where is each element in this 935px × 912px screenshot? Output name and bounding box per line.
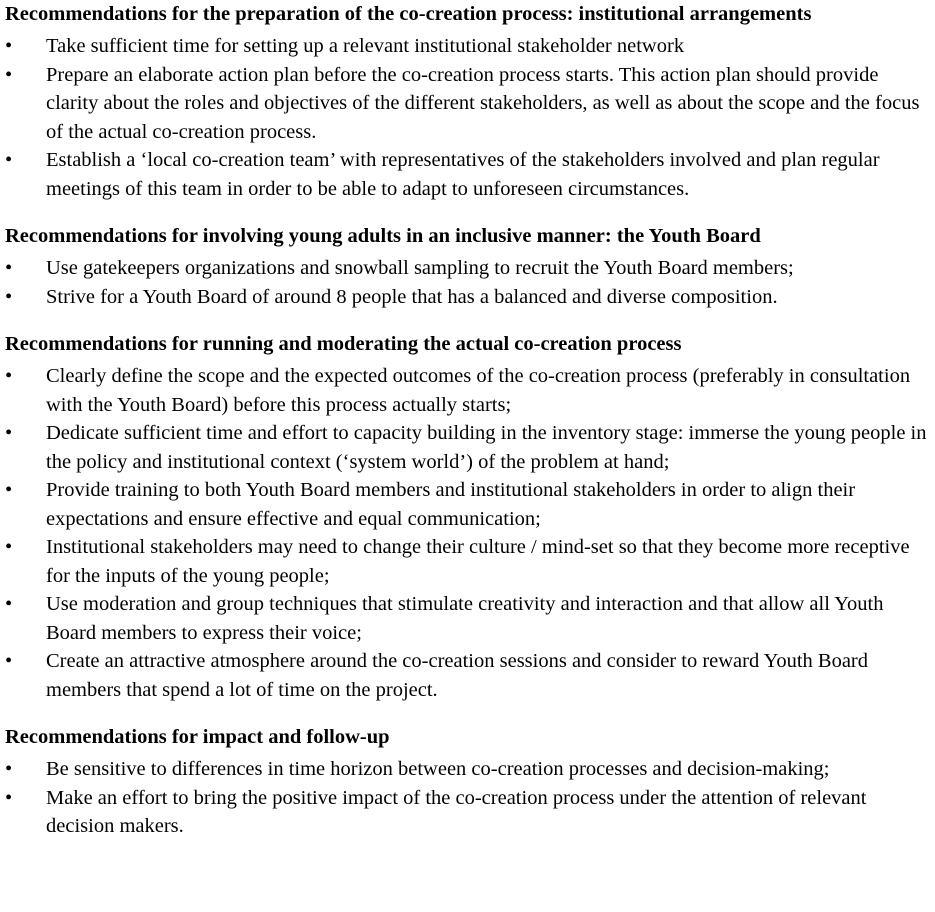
bullet-icon: •: [5, 149, 13, 171]
bullet-icon: •: [5, 365, 13, 387]
list-item: [5, 784, 935, 841]
bullet-icon: •: [5, 422, 13, 444]
section-spacer: [5, 203, 935, 222]
list-item-text: Create an attractive atmosphere around the co-creation sessions and consider to reward Youth Board members that spend a lot of time on the project.: [46, 650, 869, 701]
bullet-icon: •: [5, 35, 13, 57]
list-item: [5, 362, 935, 419]
section-heading: Recommendations for involving young adults in an inclusive manner: the Youth Board: [5, 225, 761, 247]
bullet-list: [5, 32, 935, 203]
bullet-icon: •: [5, 479, 13, 501]
list-item: [5, 61, 935, 147]
bullet-list: [5, 254, 935, 311]
bullet-icon: •: [5, 786, 13, 809]
list-item-text: Make an effort to bring the positive impact of the co-creation process under the attention of relevant decision makers.: [46, 786, 867, 837]
list-item: [5, 146, 935, 203]
list-item-text: Take sufficient time for setting up a relevant institutional stakeholder network: [46, 35, 685, 57]
list-item: [5, 647, 935, 704]
bullet-icon: •: [5, 650, 13, 672]
bullet-icon: •: [5, 257, 13, 279]
bullet-icon: •: [5, 285, 13, 308]
bullet-list: [5, 755, 935, 841]
list-item-text: Establish a ‘local co-creation team’ with representatives of the stakeholders involved and plan regular meetings of this team in order to be able to adapt to unforeseen circumstances.: [46, 149, 880, 200]
bullet-icon: •: [5, 593, 13, 615]
list-item-text: Institutional stakeholders may need to change their culture / mind-set so that they become more receptive for the inputs of the young people;: [46, 536, 910, 587]
section-heading: Recommendations for the preparation of the co-creation process: institutional arrangements: [5, 3, 812, 25]
bullet-list: [5, 362, 935, 704]
section-heading: Recommendations for running and moderating the actual co-creation process: [5, 333, 682, 355]
list-item-text: Use moderation and group techniques that stimulate creativity and interaction and that allow all Youth Board members to express their voice;: [46, 593, 884, 644]
list-item-text: Be sensitive to differences in time horizon between co-creation processes and decision-making;: [46, 758, 830, 780]
section-preparation: [5, 0, 935, 203]
list-item: [5, 283, 935, 312]
list-item: [5, 476, 935, 533]
section-spacer: [5, 704, 935, 723]
section-heading: Recommendations for impact and follow-up: [5, 726, 390, 748]
bullet-icon: •: [5, 758, 13, 780]
section-spacer: [5, 311, 935, 330]
list-item-text: Strive for a Youth Board of around 8 people that has a balanced and diverse composition.: [46, 285, 778, 308]
section-youth-board: [5, 222, 935, 311]
bullet-icon: •: [5, 536, 13, 558]
list-item: [5, 419, 935, 476]
list-item-text: Prepare an elaborate action plan before the co-creation process starts. This action plan should provide clarity about the roles and objectives of the different stakeholders, as well as about the scope and the focus of the actual co-creation process.: [46, 63, 920, 143]
bullet-icon: •: [5, 63, 13, 86]
list-item-text: Provide training to both Youth Board members and institutional stakeholders in order to align their expectations and ensure effective and equal communication;: [46, 479, 856, 530]
list-item: [5, 590, 935, 647]
section-impact-followup: [5, 723, 935, 841]
list-item-text: Clearly define the scope and the expected outcomes of the co-creation process (preferably in consultation with the Youth Board) before this process actually starts;: [46, 365, 911, 416]
list-item: [5, 254, 935, 283]
list-item: [5, 32, 935, 61]
section-running-process: [5, 330, 935, 704]
list-item-text: Dedicate sufficient time and effort to capacity building in the inventory stage: immerse the young people in the policy and institutional context (‘system world’) of the problem at hand;: [46, 422, 927, 473]
list-item: [5, 533, 935, 590]
list-item-text: Use gatekeepers organizations and snowball sampling to recruit the Youth Board members;: [46, 257, 794, 279]
list-item: [5, 755, 935, 784]
